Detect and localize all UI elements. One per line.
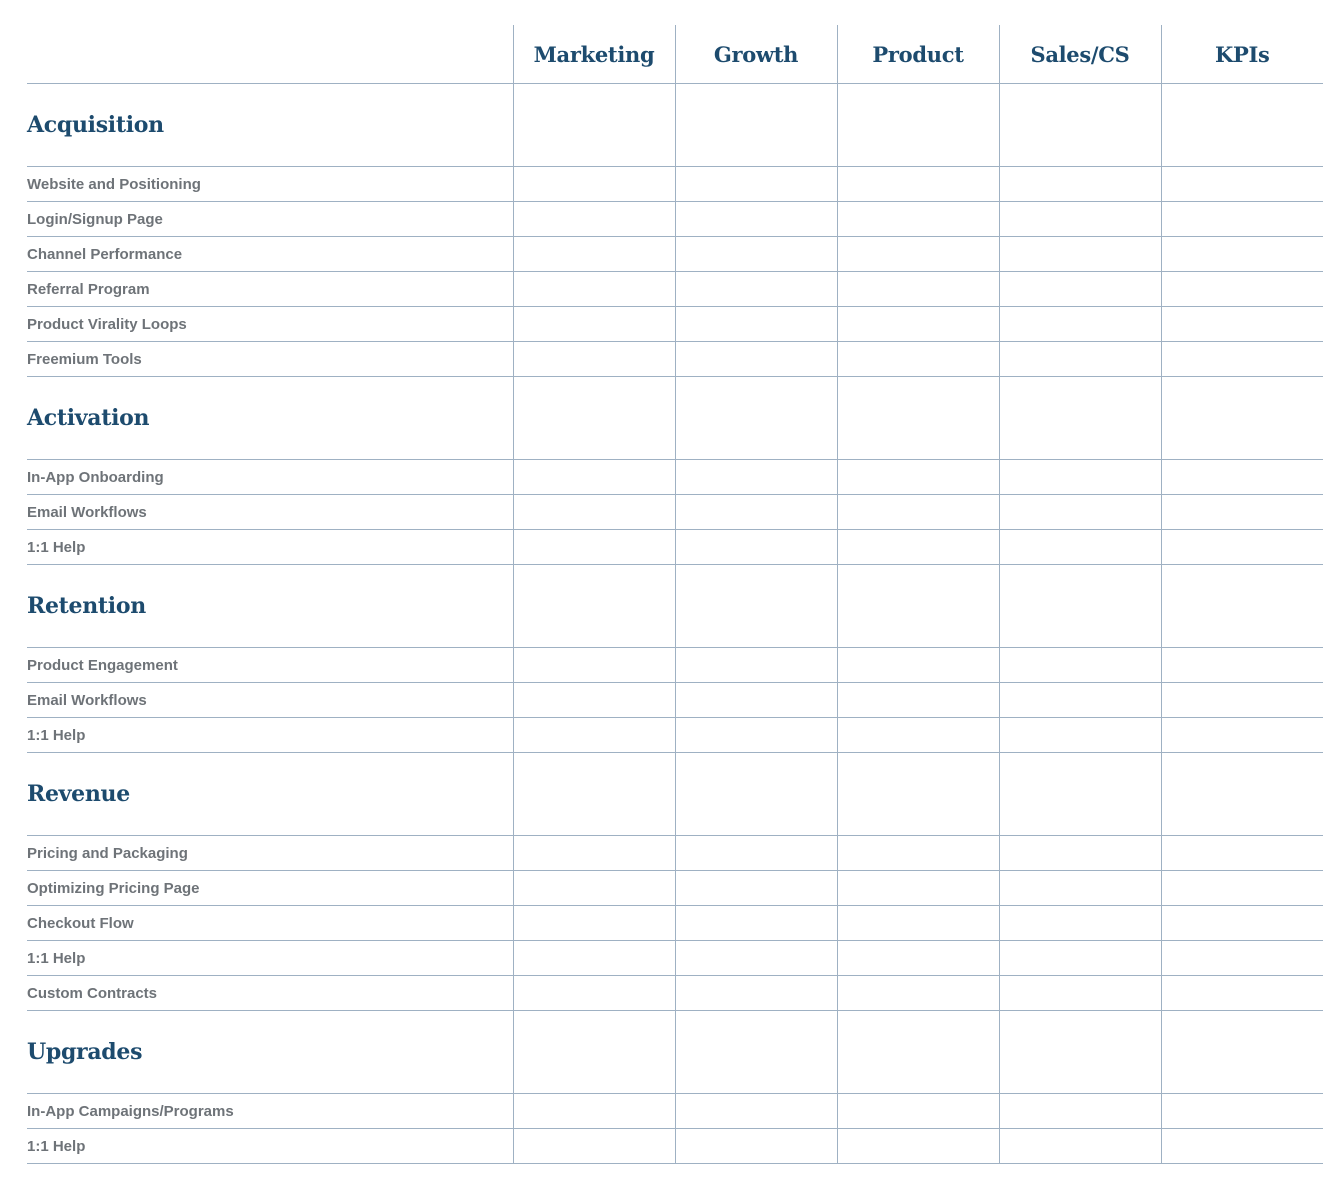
section-title: Acquisition [27,84,513,167]
grid-cell [1161,1129,1323,1164]
item-label: 1:1 Help [27,941,513,976]
grid-cell [999,1011,1161,1094]
grid-cell [1161,836,1323,871]
grid-cell [837,237,999,272]
grid-cell [675,377,837,460]
grid-cell [513,1094,675,1129]
grid-cell [1161,753,1323,836]
grid-cell [675,1011,837,1094]
grid-cell [675,1094,837,1129]
grid-cell [1161,167,1323,202]
grid-cell [675,495,837,530]
grid-cell [675,871,837,906]
grid-cell [837,495,999,530]
grid-cell [837,1011,999,1094]
grid-cell [675,565,837,648]
section-row-revenue [27,753,1323,836]
column-header-marketing: Marketing [513,25,675,84]
grid-cell [675,530,837,565]
grid-cell [1161,1011,1323,1094]
item-label: Product Virality Loops [27,307,513,342]
item-label: In-App Onboarding [27,460,513,495]
grid-cell [999,84,1161,167]
item-row [27,1129,1323,1164]
grid-cell [837,1094,999,1129]
item-row [27,718,1323,753]
grid-cell [675,718,837,753]
section-title: Retention [27,565,513,648]
grid-cell [1161,460,1323,495]
column-header-sales-cs: Sales/CS [999,25,1161,84]
grid-cell [999,753,1161,836]
grid-cell [837,871,999,906]
item-label: Email Workflows [27,495,513,530]
grid-cell [675,237,837,272]
item-label: Custom Contracts [27,976,513,1011]
item-row [27,871,1323,906]
grid-cell [1161,530,1323,565]
grid-cell [1161,941,1323,976]
grid-cell [675,272,837,307]
grid-cell [1161,648,1323,683]
section-title: Revenue [27,753,513,836]
grid-cell [513,1129,675,1164]
item-row [27,648,1323,683]
item-label: Login/Signup Page [27,202,513,237]
item-row [27,167,1323,202]
grid-cell [675,836,837,871]
item-label: Channel Performance [27,237,513,272]
grid-cell [837,976,999,1011]
grid-cell [837,648,999,683]
section-title: Upgrades [27,1011,513,1094]
grid-cell [1161,495,1323,530]
grid-cell [837,272,999,307]
grid-cell [999,1129,1161,1164]
grid-cell [837,202,999,237]
grid-cell [513,307,675,342]
grid-cell [513,342,675,377]
grid-cell [837,460,999,495]
grid-cell [837,84,999,167]
item-label: Email Workflows [27,683,513,718]
grid-cell [1161,307,1323,342]
item-row [27,976,1323,1011]
grid-cell [837,565,999,648]
grid-cell [999,460,1161,495]
item-label: Freemium Tools [27,342,513,377]
grid-cell [837,1129,999,1164]
grid-cell [999,530,1161,565]
grid-cell [999,167,1161,202]
grid-cell [513,718,675,753]
grid-cell [675,941,837,976]
grid-cell [1161,565,1323,648]
item-row [27,272,1323,307]
grid-cell [675,906,837,941]
grid-cell [513,84,675,167]
item-row [27,495,1323,530]
header-corner [27,25,513,84]
grid-cell [999,307,1161,342]
grid-cell [999,906,1161,941]
grid-cell [513,941,675,976]
grid-cell [513,753,675,836]
item-row [27,460,1323,495]
grid-cell [837,377,999,460]
grid-cell [837,718,999,753]
item-row [27,941,1323,976]
grid-cell [513,1011,675,1094]
grid-cell [1161,871,1323,906]
grid-cell [999,683,1161,718]
item-row [27,906,1323,941]
grid-cell [1161,906,1323,941]
grid-cell [837,836,999,871]
section-row-acquisition [27,84,1323,167]
item-row [27,202,1323,237]
item-label: Pricing and Packaging [27,836,513,871]
grid-cell [675,753,837,836]
section-title: Activation [27,377,513,460]
item-label: 1:1 Help [27,530,513,565]
column-header-row [27,25,1323,84]
grid-cell [999,648,1161,683]
section-row-activation [27,377,1323,460]
grid-cell [675,683,837,718]
grid-cell [1161,718,1323,753]
grid-cell [513,237,675,272]
item-row [27,237,1323,272]
grid-cell [999,237,1161,272]
grid-cell [837,307,999,342]
column-header-kpis: KPIs [1161,25,1323,84]
grid-cell [999,976,1161,1011]
grid-cell [675,202,837,237]
grid-cell [513,976,675,1011]
grid-cell [1161,377,1323,460]
grid-cell [513,272,675,307]
grid-cell [1161,202,1323,237]
grid-cell [675,307,837,342]
item-row [27,307,1323,342]
item-label: 1:1 Help [27,1129,513,1164]
item-label: Checkout Flow [27,906,513,941]
grid-cell [837,753,999,836]
item-label: 1:1 Help [27,718,513,753]
grid-cell [1161,342,1323,377]
grid-cell [999,202,1161,237]
item-row [27,342,1323,377]
grid-cell [513,836,675,871]
grid-cell [837,530,999,565]
item-label: Website and Positioning [27,167,513,202]
grid-cell [999,1094,1161,1129]
grid-cell [513,530,675,565]
grid-cell [1161,976,1323,1011]
grid-cell [675,342,837,377]
grid-cell [1161,1094,1323,1129]
grid-cell [675,1129,837,1164]
item-row [27,530,1323,565]
grid-cell [675,84,837,167]
grid-cell [513,202,675,237]
column-header-product: Product [837,25,999,84]
grid-cell [675,167,837,202]
grid-cell [513,648,675,683]
grid-cell [999,495,1161,530]
grid-cell [513,377,675,460]
grid-cell [837,941,999,976]
grid-cell [675,460,837,495]
section-row-retention [27,565,1323,648]
grid-cell [675,976,837,1011]
grid-cell [675,648,837,683]
item-label: Optimizing Pricing Page [27,871,513,906]
section-row-upgrades [27,1011,1323,1094]
item-row [27,836,1323,871]
grid-cell [513,167,675,202]
grid-cell [837,683,999,718]
grid-cell [1161,683,1323,718]
item-label: Referral Program [27,272,513,307]
grid-cell [513,683,675,718]
grid-cell [837,906,999,941]
grid-cell [999,941,1161,976]
grid-body [27,84,1323,1164]
column-header-growth: Growth [675,25,837,84]
grid-cell [513,906,675,941]
grid-cell [837,342,999,377]
item-label: Product Engagement [27,648,513,683]
grid-cell [1161,272,1323,307]
grid-cell [999,272,1161,307]
grid-cell [1161,237,1323,272]
item-row [27,1094,1323,1129]
grid-cell [513,460,675,495]
grid-cell [999,377,1161,460]
grid-cell [513,871,675,906]
item-row [27,683,1323,718]
grid-cell [999,836,1161,871]
grid-cell [999,871,1161,906]
item-label: In-App Campaigns/Programs [27,1094,513,1129]
grid-cell [999,565,1161,648]
grid-cell [837,167,999,202]
grid-cell [999,342,1161,377]
grid-cell [1161,84,1323,167]
grid-cell [513,495,675,530]
funnel-ownership-grid [27,25,1323,1164]
grid-cell [513,565,675,648]
grid-cell [999,718,1161,753]
